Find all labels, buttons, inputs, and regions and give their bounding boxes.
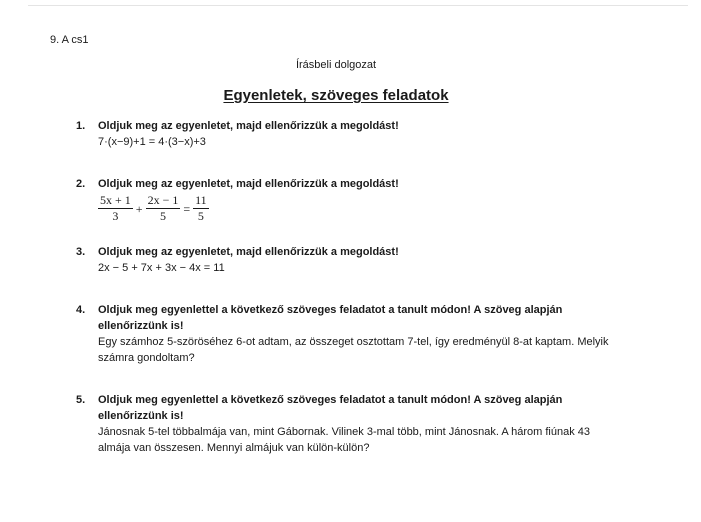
fraction-denominator: 3 [112, 209, 119, 223]
document-subtitle: Írásbeli dolgozat [295, 59, 377, 71]
task-3 [76, 244, 616, 276]
task-instruction: Oldjuk meg egyenlettel a következő szöveges feladatot a tanult módon! A szöveg alapján ellenőrizzünk is! [98, 394, 563, 422]
task-problem-text: Egy számhoz 5-szöröséhez 6-ot adtam, az összeget osztottam 7-tel, így eredményül 8-at kaptam. Melyik számra gondoltam? [98, 336, 609, 364]
fraction-2 [146, 193, 181, 224]
task-number: 5. [76, 394, 86, 406]
fraction-1 [98, 193, 133, 224]
task-4 [76, 302, 616, 366]
task-number: 4. [76, 304, 86, 316]
fraction-equation [98, 193, 616, 224]
fraction-denominator: 5 [197, 209, 204, 223]
task-problem-text: Jánosnak 5-tel többalmája van, mint Gábornak. Vilinek 3-mal több, mint Jánosnak. A három fiúnak 43 almája van összesen. Mennyi almájuk van külön-külön? [98, 426, 591, 454]
top-divider [28, 5, 688, 6]
fraction-denominator: 5 [159, 209, 166, 223]
plus-operator: + [135, 201, 143, 216]
task-number: 2. [76, 178, 86, 190]
task-instruction: Oldjuk meg az egyenletet, majd ellenőrizzük a megoldást! [98, 120, 399, 132]
fraction-numerator: 11 [195, 193, 207, 207]
task-number: 1. [76, 120, 86, 132]
task-number: 3. [76, 246, 86, 258]
task-instruction: Oldjuk meg az egyenletet, majd ellenőrizzük a megoldást! [98, 246, 399, 258]
task-equation: 7·(x−9)+1 = 4·(3−x)+3 [98, 136, 206, 148]
task-5 [76, 392, 616, 456]
document-title: Egyenletek, szöveges feladatok [223, 87, 449, 104]
fraction-numerator: 2x − 1 [147, 193, 179, 207]
equals-operator: = [183, 201, 191, 216]
document-id: 9. A cs1 [50, 34, 89, 46]
task-1 [76, 118, 616, 150]
task-equation: 2x − 5 + 7x + 3x − 4x = 11 [98, 262, 225, 274]
fraction-3 [193, 193, 209, 224]
task-instruction: Oldjuk meg egyenlettel a következő szöveges feladatot a tanult módon! A szöveg alapján ellenőrizzünk is! [98, 304, 563, 332]
task-2 [76, 176, 616, 224]
task-instruction: Oldjuk meg az egyenletet, majd ellenőrizzük a megoldást! [98, 178, 399, 190]
fraction-numerator: 5x + 1 [100, 193, 131, 207]
